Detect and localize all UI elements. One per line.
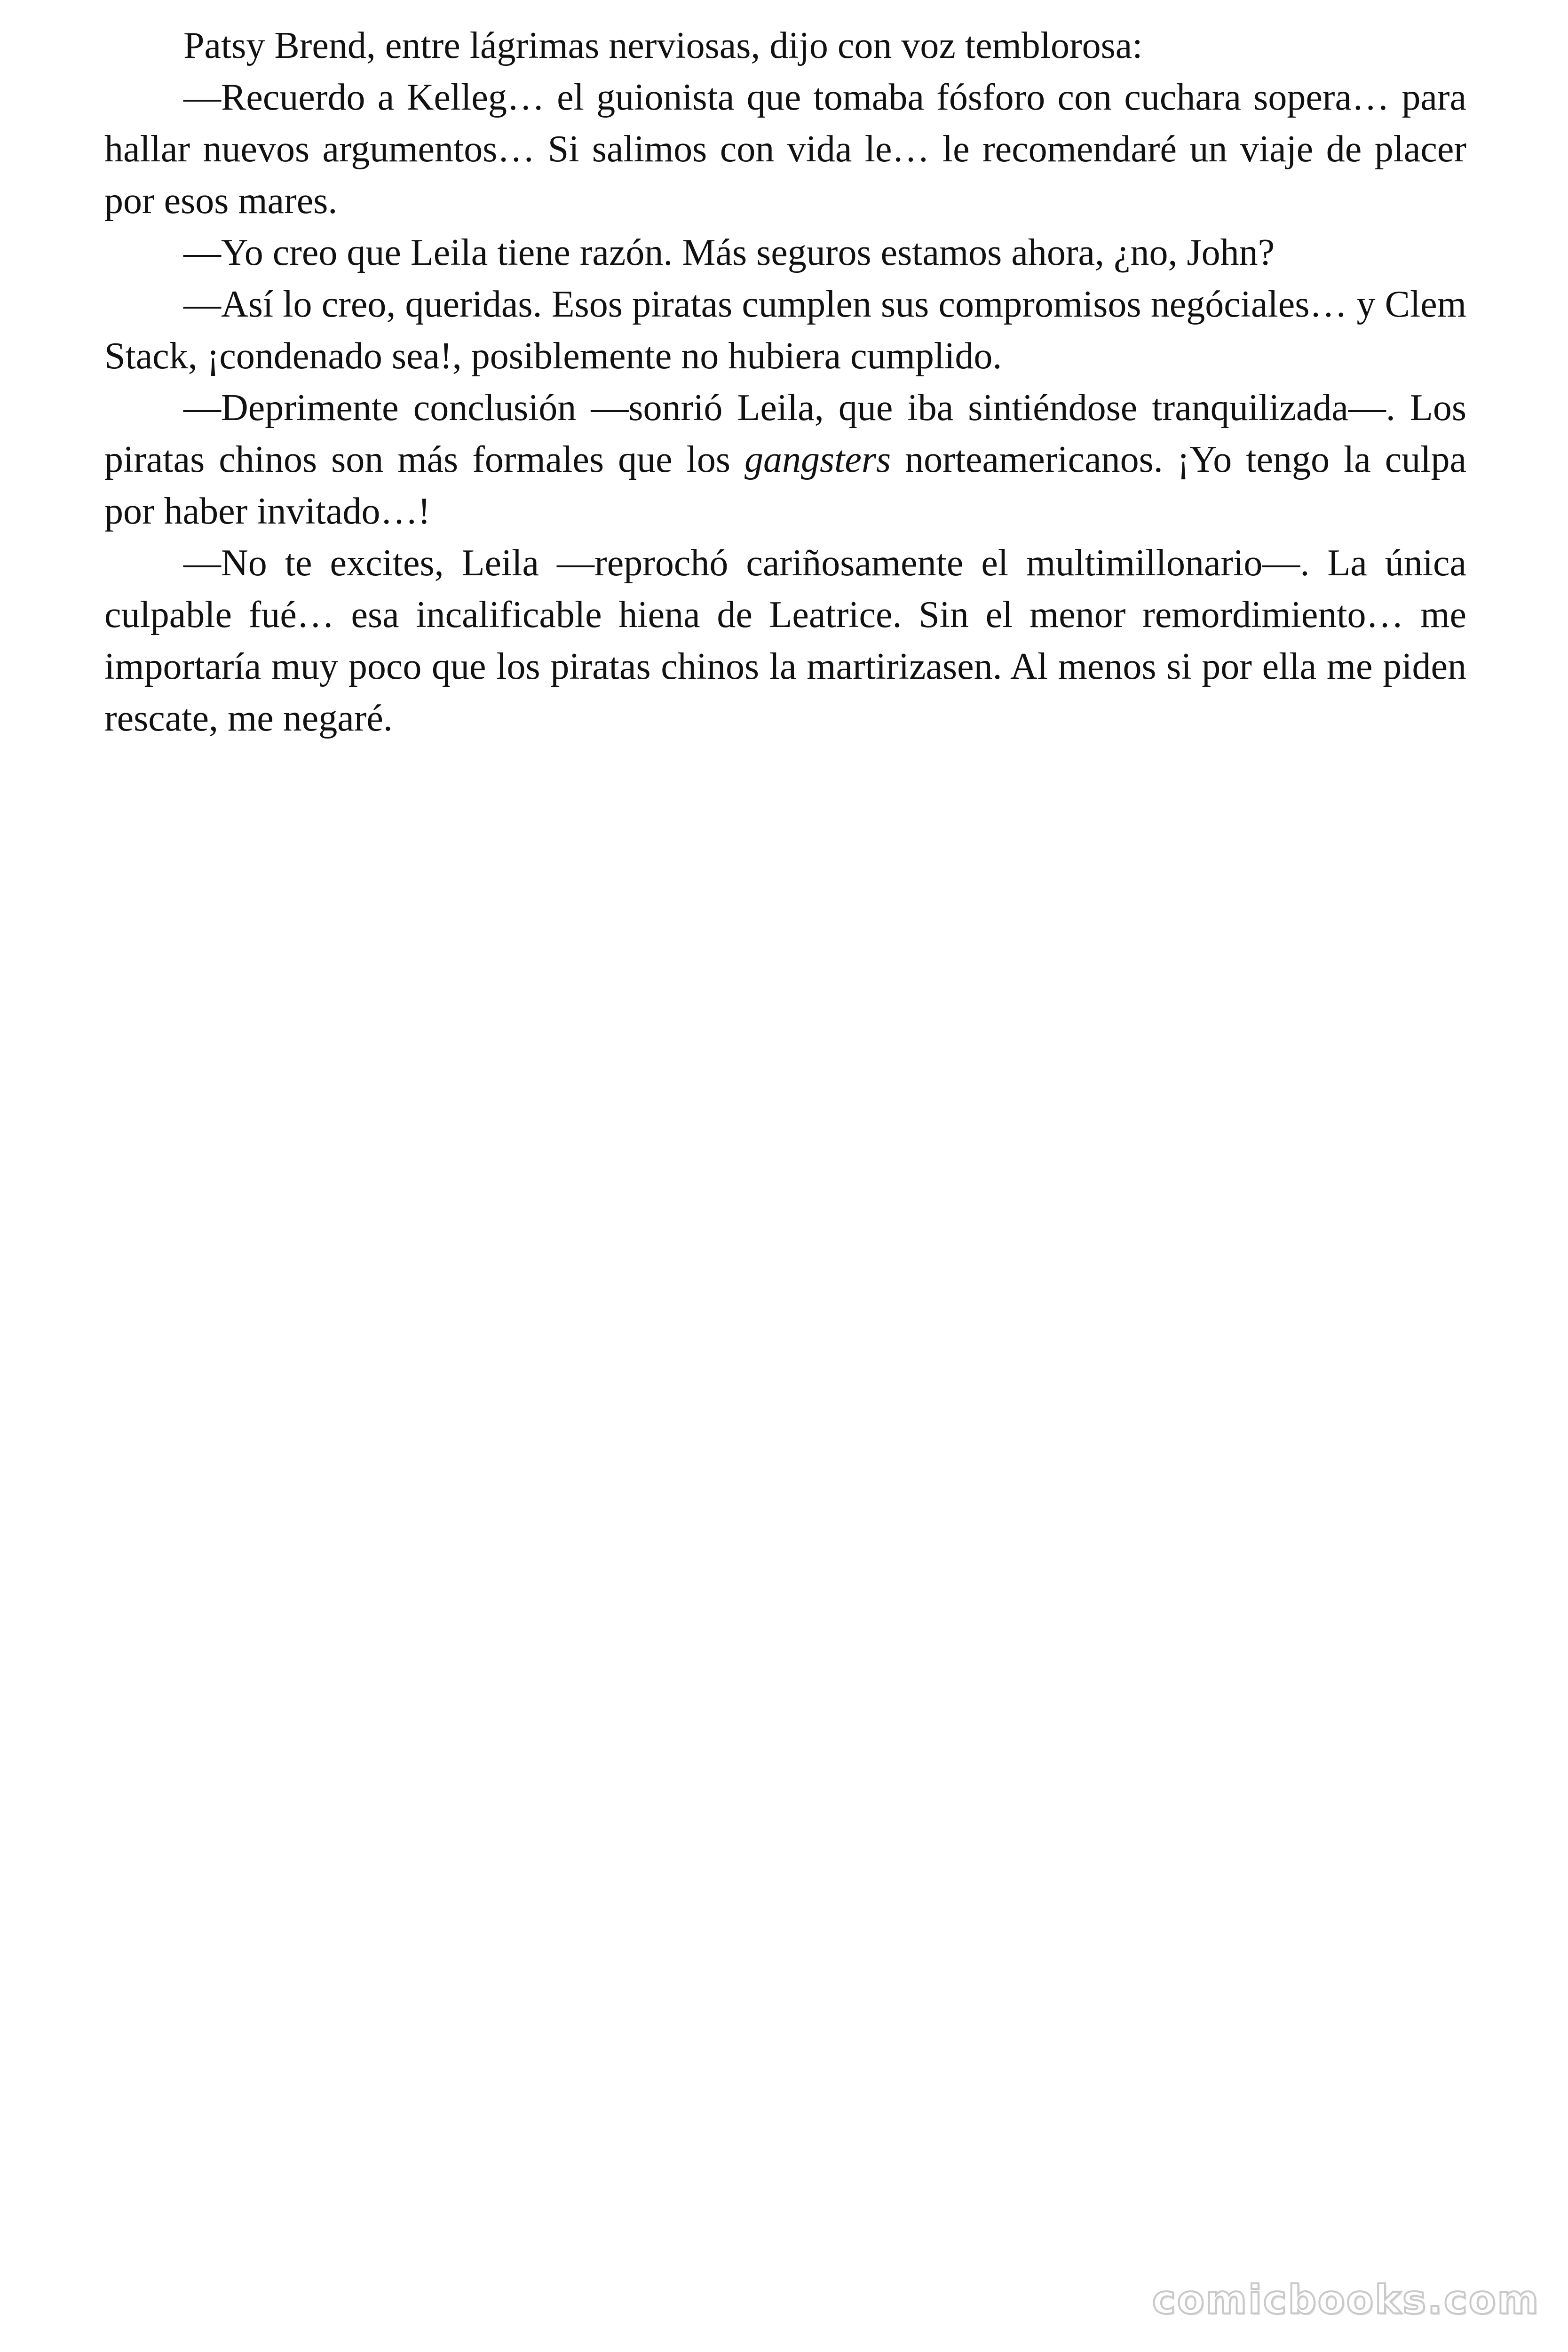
paragraph-1: Patsy Brend, entre lágrimas nerviosas, dijo con voz temblorosa: [183,25,1143,66]
paragraph-6: —No te excites, Leila —reprochó cariñosamente el multimillonario—. La única culpable fué… esa incalificable hiena de Leatrice. Sin el menor remordimiento… me importaría muy poco que los piratas chinos la martirizasen. Al menos si por ella me piden rescate, me negaré. [104,542,1466,739]
italic-term: gangsters [744,439,891,480]
paragraph-5-tail: norteamericanos. ¡Yo tengo la culpa por haber invitado…! [104,439,1467,532]
paragraph-5-lead: —Deprimente conclusión —sonrió Leila, que iba sintiéndose tranquilizada—. Los piratas chinos son más formales que los [104,387,1466,480]
paragraph-2: —Recuerdo a Kelleg… el guionista que tomaba fósforo con cuchara sopera… para hallar nuevos argumentos… Si salimos con vida le… le recomendaré un viaje de placer por esos mares. [104,77,1466,222]
body-text [104,20,1466,744]
paragraph-3: —Yo creo que Leila tiene razón. Más seguros estamos ahora, ¿no, John? [183,232,1275,273]
paragraph-4: —Así lo creo, queridas. Esos piratas cumplen sus compromisos negóciales… y Clem Stack, ¡condenado sea!, posiblemente no hubiera cumplido. [104,284,1466,377]
paragraph-5 [104,382,1466,537]
watermark: comicbooks.com [1152,2277,1540,2323]
